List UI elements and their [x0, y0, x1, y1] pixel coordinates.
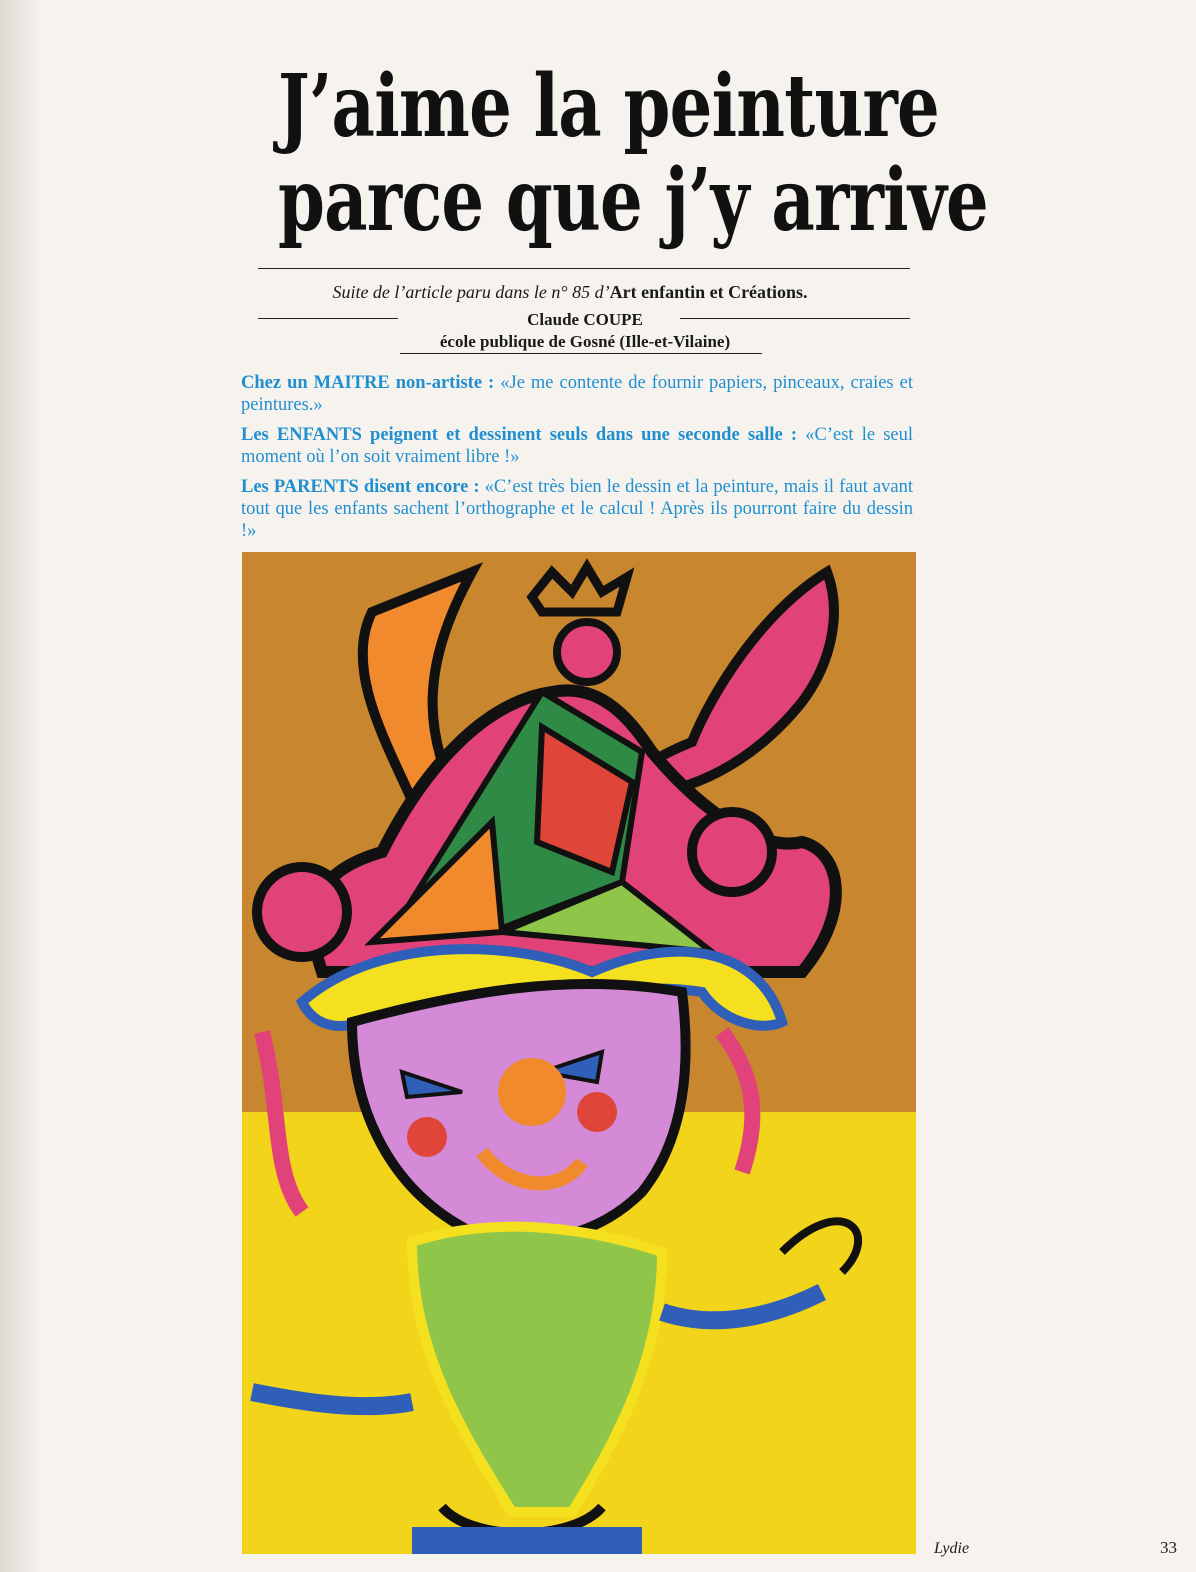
crown-swirl	[557, 622, 617, 682]
left-curl	[257, 867, 347, 957]
author-school: école publique de Gosné (Ille-et-Vilaine)	[439, 332, 731, 351]
quote-text: «C’est le seul moment où l’on soit vraiment libre !»	[241, 425, 914, 467]
page-number: 33	[1160, 1538, 1177, 1557]
quote-paragraph	[241, 372, 913, 416]
article-title	[278, 56, 988, 251]
shoes	[412, 1527, 642, 1554]
painting-figure	[242, 552, 916, 1554]
quote-lead: Chez un MAITRE non-artiste :	[241, 373, 495, 393]
title-line-1: J’aime la peinture	[278, 56, 939, 157]
painting-caption: Lydie	[934, 1540, 970, 1557]
quote-lead: Les ENFANTS peignent et dessinent seuls dans une seconde salle :	[241, 425, 798, 445]
nose	[498, 1058, 566, 1126]
author-rule-left	[258, 318, 398, 319]
title-line-2: parce que j’y arrive	[278, 150, 988, 251]
quote-paragraph	[241, 476, 913, 542]
subtitle-journal: Art enfantin et Créations.	[609, 282, 808, 302]
quote-lead: Les PARENTS disent encore :	[241, 477, 480, 497]
right-curl	[692, 812, 772, 892]
child-painting	[242, 552, 916, 1554]
page-gutter-shade	[0, 0, 40, 1572]
right-cheek	[577, 1092, 617, 1132]
quote-text: «Je me contente de fournir papiers, pinceaux, craies et peintures.»	[241, 373, 913, 415]
author-rule-bottom	[400, 353, 762, 354]
quote-paragraph	[241, 424, 913, 468]
author-name: Claude COUPE	[527, 310, 643, 329]
subtitle-prefix: Suite de l’article paru dans le n° 85 d’	[332, 282, 610, 302]
quotes-block	[241, 372, 913, 550]
left-cheek	[407, 1117, 447, 1157]
title-rule	[258, 268, 910, 269]
author-block	[395, 309, 775, 353]
quote-text: «C’est très bien le dessin et la peinture, mais il faut avant tout que les enfants sachent l’orthographe et le calcul ! Après ils pourront faire du dessin !»	[241, 477, 913, 541]
subtitle	[230, 282, 910, 303]
